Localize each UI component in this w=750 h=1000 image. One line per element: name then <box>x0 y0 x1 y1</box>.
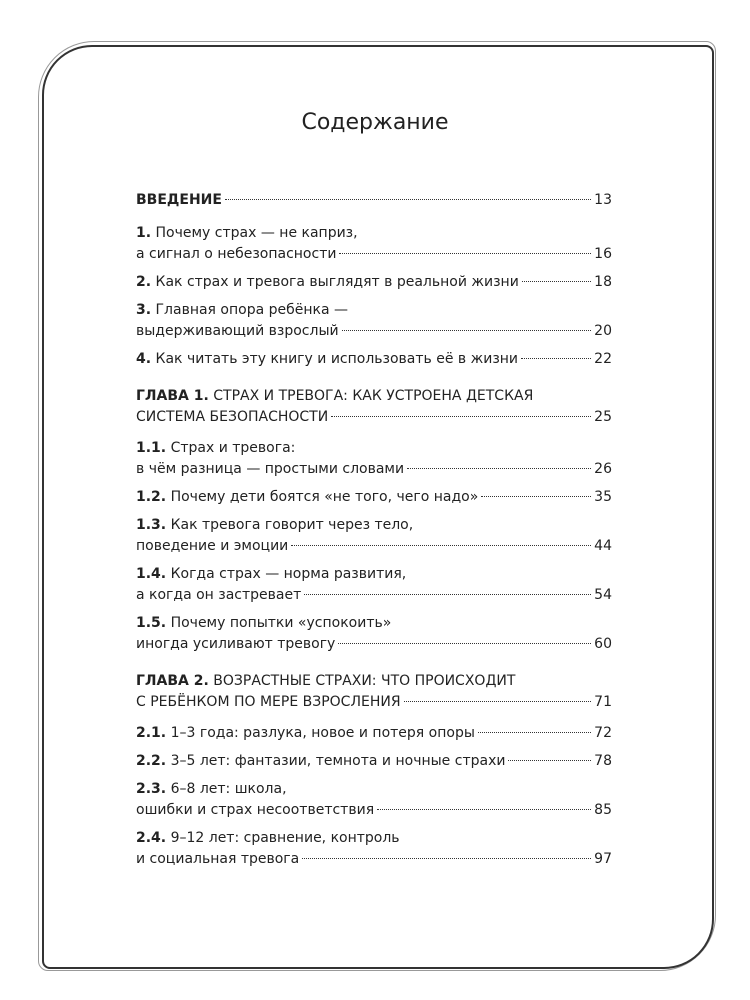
toc-number: 2. <box>136 274 152 290</box>
dot-leader <box>225 199 591 200</box>
page-number: 54 <box>594 587 612 603</box>
dot-leader <box>291 545 591 546</box>
toc-title-line: ВОЗРАСТНЫЕ СТРАХИ: ЧТО ПРОИСХОДИТ <box>208 673 516 689</box>
page-number: 71 <box>594 694 612 710</box>
toc-title-line: а когда он застревает <box>136 587 302 603</box>
toc-number: 1.1. <box>136 440 167 456</box>
dot-leader <box>377 809 591 810</box>
toc-entry <box>136 564 612 606</box>
page-number: 22 <box>594 351 612 367</box>
toc-title-line: Главная опора ребёнка — <box>151 302 349 318</box>
toc-number: 1.3. <box>136 517 167 533</box>
page-number: 44 <box>594 538 612 554</box>
toc-title-line: 6–8 лет: школа, <box>166 781 287 797</box>
dot-leader <box>407 468 591 469</box>
page-number: 26 <box>594 461 612 477</box>
dot-leader <box>508 760 591 761</box>
dot-leader <box>304 594 591 595</box>
dot-leader <box>331 416 591 417</box>
dot-leader <box>342 330 592 331</box>
toc-title-line: Как тревога говорит через тело, <box>166 517 414 533</box>
toc-number: 2.3. <box>136 781 167 797</box>
toc-chapter <box>136 671 612 713</box>
toc-number: 2.2. <box>136 753 167 769</box>
toc-entry <box>136 779 612 821</box>
toc-number: ГЛАВА 1. <box>136 388 209 404</box>
page-number: 20 <box>594 323 612 339</box>
toc-title-line: и социальная тревога <box>136 851 300 867</box>
toc-title-line: выдерживающий взрослый <box>136 323 339 339</box>
toc-title-line: 3–5 лет: фантазии, темнота и ночные страхи <box>166 753 506 769</box>
page-number: 60 <box>594 636 612 652</box>
toc-number: ВВЕДЕНИЕ <box>136 192 222 208</box>
toc-entry <box>136 613 612 655</box>
toc-entry <box>136 487 612 508</box>
toc-title-line: Страх и тревога: <box>166 440 296 456</box>
page-number: 13 <box>594 192 612 208</box>
toc-number: 1. <box>136 225 152 241</box>
dot-leader <box>302 858 591 859</box>
toc-chapter <box>136 386 612 428</box>
toc-entry <box>136 272 612 293</box>
toc-entry <box>136 349 612 370</box>
toc-number: 1.5. <box>136 615 167 631</box>
toc-title-line: С РЕБЁНКОМ ПО МЕРЕ ВЗРОСЛЕНИЯ <box>136 694 401 710</box>
toc-title-line: поведение и эмоции <box>136 538 289 554</box>
toc-entry <box>136 438 612 480</box>
toc-title-line: Почему страх — не каприз, <box>151 225 358 241</box>
toc-number: 3. <box>136 302 152 318</box>
toc-number: ГЛАВА 2. <box>136 673 209 689</box>
page-title: Содержание <box>301 110 449 135</box>
page-number: 18 <box>594 274 612 290</box>
toc-entry <box>136 723 612 744</box>
dot-leader <box>478 732 591 733</box>
page-number: 25 <box>594 409 612 425</box>
dot-leader <box>481 496 591 497</box>
toc-title-line: ошибки и страх несоответствия <box>136 802 375 818</box>
toc-intro <box>136 190 612 211</box>
toc-title-line: Почему дети боятся «не того, чего надо» <box>166 489 479 505</box>
toc-number: 2.4. <box>136 830 167 846</box>
toc-title-line: СТРАХ И ТРЕВОГА: КАК УСТРОЕНА ДЕТСКАЯ <box>208 388 534 404</box>
toc-title-line: Как читать эту книгу и использовать её в жизни <box>151 351 519 367</box>
toc-number: 4. <box>136 351 152 367</box>
page-number: 78 <box>594 753 612 769</box>
toc-title-line: СИСТЕМА БЕЗОПАСНОСТИ <box>136 409 329 425</box>
toc-title-line: Когда страх — норма развития, <box>166 566 407 582</box>
toc-number: 1.4. <box>136 566 167 582</box>
toc-entry <box>136 515 612 557</box>
toc-title-line: Почему попытки «успокоить» <box>166 615 392 631</box>
toc-title-line: а сигнал о небезопасности <box>136 246 337 262</box>
dot-leader <box>522 281 591 282</box>
page-number: 97 <box>594 851 612 867</box>
dot-leader <box>339 253 591 254</box>
toc-title-line: в чём разница — простыми словами <box>136 461 405 477</box>
dot-leader <box>404 701 592 702</box>
toc-title-line: 1–3 года: разлука, новое и потеря опоры <box>166 725 475 741</box>
toc-title-line: 9–12 лет: сравнение, контроль <box>166 830 400 846</box>
dot-leader <box>338 643 591 644</box>
dot-leader <box>521 358 591 359</box>
toc-number: 1.2. <box>136 489 167 505</box>
page-number: 85 <box>594 802 612 818</box>
page-number: 72 <box>594 725 612 741</box>
toc-entry <box>136 223 612 265</box>
toc-entry <box>136 751 612 772</box>
page-number: 35 <box>594 489 612 505</box>
toc-title-line: Как страх и тревога выглядят в реальной жизни <box>151 274 519 290</box>
page-number: 16 <box>594 246 612 262</box>
toc-entry <box>136 300 612 342</box>
table-of-contents <box>136 190 612 877</box>
toc-entry <box>136 828 612 870</box>
toc-title-line: иногда усиливают тревогу <box>136 636 336 652</box>
toc-number: 2.1. <box>136 725 167 741</box>
